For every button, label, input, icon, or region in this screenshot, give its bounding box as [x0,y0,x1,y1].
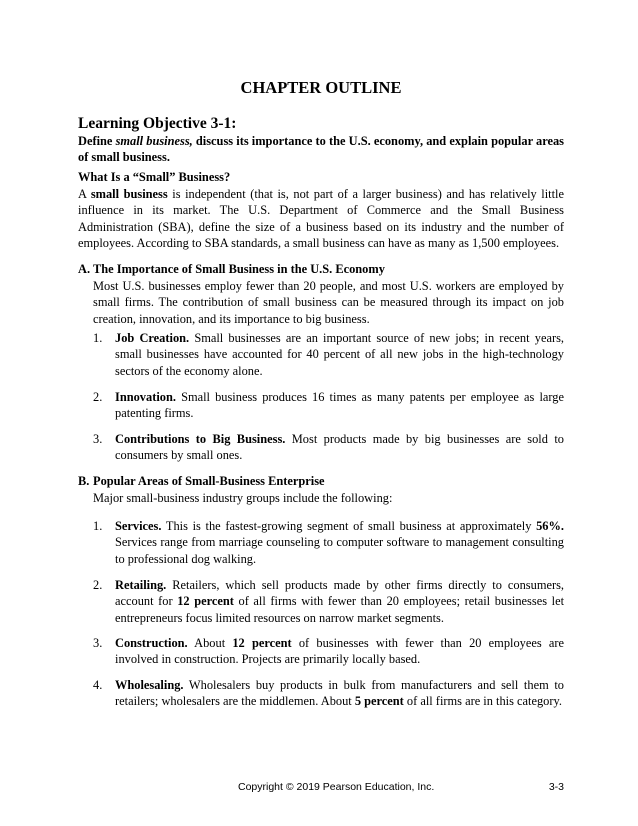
item-term: Retailing. [115,578,167,592]
item-figure: 56%. [536,519,564,533]
learning-objective-heading: Learning Objective 3-1: [78,115,237,132]
item-figure: 5 percent [354,694,404,709]
section-a-letter: A. [78,262,91,276]
item-number: 1. [93,519,103,533]
item-text: Small businesses are an important source of new jobs; in recent years, small businesses have accounted for 40 percent of all new jobs in the high-technology sectors of the economy alone. [115,331,564,378]
list-item [93,330,564,379]
list-item [93,577,564,626]
lo-desc-pre: Define [78,134,116,148]
item-term: Contributions to Big Business. [115,432,286,446]
item-term: Job Creation. [115,331,190,345]
learning-objective-description [78,133,564,166]
item-figure: 12 percent [232,636,292,650]
item-text: Retailers, which sell products made by other firms directly to consumers, account for [115,578,564,609]
page-number: 3-3 [548,781,564,793]
item-term: Construction. [115,636,188,650]
item-figure: 12 percent [177,594,234,609]
item-text: Services range from marriage counseling to computer software to management consulting to professional dog walking. [115,535,564,566]
list-item [93,677,564,710]
item-number: 1. [93,331,103,345]
copyright-text: Copyright © 2019 Pearson Education, Inc. [238,781,435,793]
item-number: 4. [93,678,103,692]
list-item [93,389,564,422]
section-a-title: The Importance of Small Business in the U.S. Economy [93,262,385,276]
item-text: of all firms are in this category. [403,694,562,709]
what-is-paragraph [78,186,564,252]
section-b-heading [78,474,325,489]
item-text: of businesses with fewer than 20 employees are involved in construction. Projects are primarily locally based. [115,636,564,667]
item-text: About [187,636,233,650]
item-text: Small business produces 16 times as many patents per employee as large patenting firms. [115,390,564,421]
item-number: 3. [93,636,103,650]
section-b-intro: Major small-business industry groups include the following: [93,491,393,505]
item-term: Services. [115,519,162,533]
section-b-letter: B. [78,474,90,488]
what-is-pre: A [78,187,91,201]
list-item [93,635,564,668]
what-is-post: is independent (that is, not part of a larger business) and has relatively little influence in its market. The U.S. Department of Commerce and the Small Business Administration (SBA), define the size of a business based on its industry and the number of employees. According to SBA standards, a small business can have as many as 1,500 employees. [78,187,564,251]
list-item [93,518,564,567]
what-is-bold: small business [90,187,168,201]
section-a-heading [78,262,385,277]
lo-desc-post: discuss its importance to the U.S. economy, and explain popular areas of small business. [78,134,564,165]
item-number: 2. [93,578,103,592]
chapter-title: CHAPTER OUTLINE [240,78,402,97]
item-number: 2. [93,390,103,404]
item-term: Innovation. [115,390,176,404]
item-text: Wholesalers buy products in bulk from manufacturers and sell them to retailers; wholesalers are the middlemen. About [115,678,564,709]
section-a-intro: Most U.S. businesses employ fewer than 20 people, and most U.S. workers are employed by small firms. The contribution of small business can be measured through its impact on job creation, innovation, and its importance to big business. [93,279,564,326]
what-is-heading: What Is a “Small” Business? [78,170,231,184]
item-term: Wholesaling. [115,678,184,692]
section-b-title: Popular Areas of Small-Business Enterprise [93,474,325,488]
list-item [93,431,564,464]
lo-desc-italic: small business, [115,134,193,148]
item-number: 3. [93,432,103,446]
item-text: of all firms with fewer than 20 employees; retail businesses let entrepreneurs focus limited resources on narrow market segments. [115,594,565,625]
item-text: This is the fastest-growing segment of small business at approximately [161,519,537,533]
item-text: Most products made by big businesses are sold to consumers by small ones. [115,432,564,463]
